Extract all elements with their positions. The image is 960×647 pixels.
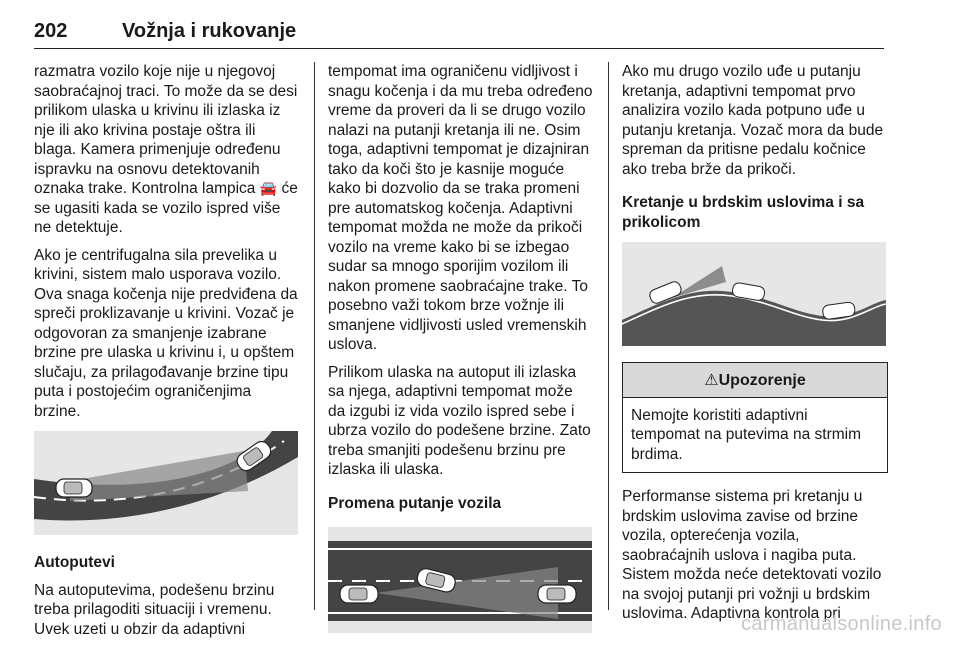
column-divider [314,62,315,610]
section-heading: Promena putanje vozila [328,494,502,512]
curve-illustration [34,431,298,535]
warning-header [623,363,887,398]
paragraph: razmatra vozilo koje nije u njegovoj saobraćajnoj traci. To može da se desi prilikom ulaska u krivinu ili izlaska iz nje ili ako krivina postaje oštra ili blaga. Kamera primenjuje određenu ispravku na osnovu detektovanih oznaka trake. Kontrolna lampica 🚘 će se ugasiti kada se vozilo ispred više ne detektuje. [34,63,298,236]
column-1 [34,62,300,647]
watermark: carmanualsonline.info [741,613,942,635]
lane-change-illustration [328,527,592,633]
warning-box [622,362,888,473]
paragraph: Prilikom ulaska na autoput ili izlaska sa njega, adaptivni tempomat može da izgubi iz vida vozilo ispred sebe i ubrza vozilo do podešene brzine. Zato treba smanjiti podešenu brzinu pre izlaska ili ulaska. [328,363,591,478]
warning-icon: ⚠ [704,372,719,389]
paragraph: Ako je centrifugalna sila prevelika u krivini, sistem malo usporava vozilo. Ova snaga kočenja nije predviđena da spreči proklizavanje u krivini. Vozač je odgovoran za smanjenje izabrane brzine pre ulaska u krivinu i, u opštem slučaju, za prilagođavanje brzine tipu puta i postojećim ograničenjima brzine. [34,246,298,420]
paragraph: Na autoputevima, podešenu brzinu treba prilagoditi situaciji i vremenu. Uvek uzeti u obzir da adaptivni [34,581,275,638]
column-3 [622,62,888,632]
warning-text: Nemojte koristiti adaptivni tempomat na putevima na strmim brdima. [631,406,862,463]
warning-title: Upozorenje [718,372,806,389]
vehicle-ahead-indicator-icon: 🚘 [259,180,278,196]
paragraph: Performanse sistema pri kretanju u brdskim uslovima zavise od brzine vozila, opterećenja vozila, saobraćajnih uslova i nagiba puta. Sistem možda neće detektovati vozilo na svojoj putanji pri vožnji u brdskim uslovima. Adaptivna kontrola pri [622,488,882,622]
column-divider [608,62,609,610]
paragraph: Ako mu drugo vozilo uđe u putanju kretanja, adaptivni tempomat prvo analizira vozilo kada potpuno uđe u putanju kretanja. Vozač mora da bude spreman da pritisne pedalu kočnice ako treba brže da prikoči. [622,63,884,178]
paragraph: tempomat ima ograničenu vidljivost i snagu kočenja i da mu treba određeno vreme da proveri da li se drugo vozilo nalazi na putanji kretanja ili ne. Osim toga, adaptivni tempomat je dizajniran tako da koči što je kasnije moguće kako bi dozvolio da se traka promeni pre automatskog kočenja. Adaptivni tempomat možda ne može da prikoči vozilo na vreme kako bi se izbegao sudar sa mnogo sporijim vozilom ili nakon promene saobraćajne trake. To posebno važi tokom brze vožnje ili smanjene vidljivosti usled vremenskih uslova. [328,63,593,353]
section-heading: Autoputevi [34,554,115,571]
hill-road-graphic [622,242,886,346]
section-heading: Kretanje u brdskim uslovima i sa prikolicom [622,194,865,231]
lane-change-graphic [328,527,592,633]
page-number: 202 [34,20,68,42]
hill-illustration [622,242,886,346]
chapter-title: Vožnja i rukovanje [122,20,297,42]
column-2 [328,62,594,633]
curve-road-graphic [34,431,298,535]
page-header [34,8,884,49]
